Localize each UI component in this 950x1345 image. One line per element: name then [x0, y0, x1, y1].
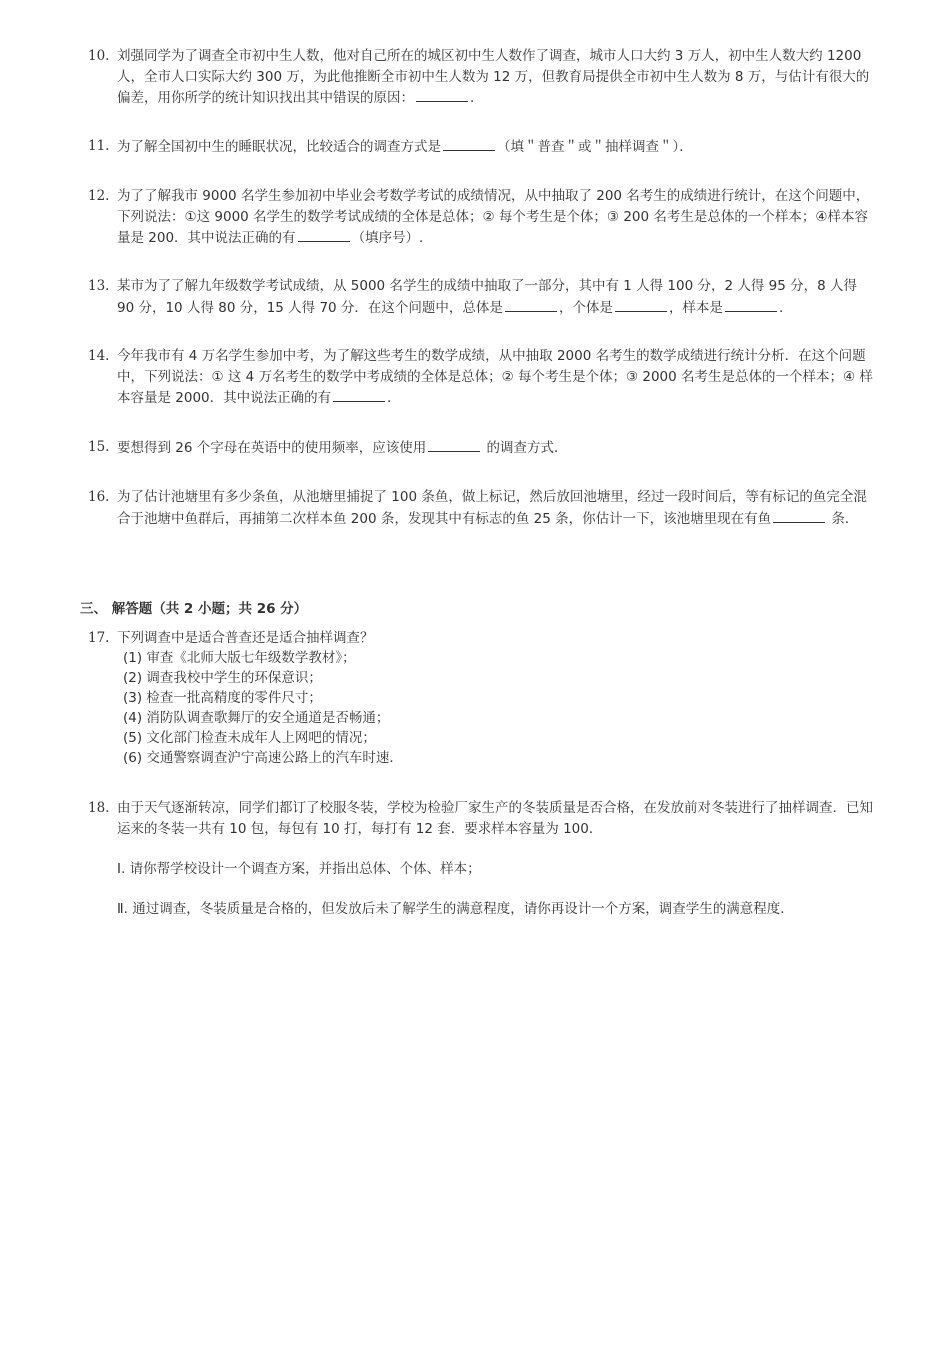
question-16 — [88, 487, 878, 529]
question-mid: ，样本是 — [668, 299, 723, 316]
question-text: 要想得到 26 个字母在英语中的使用频率，应该使用 — [117, 440, 427, 456]
question-number: 17. — [88, 630, 110, 646]
question-13 — [88, 276, 878, 318]
question-tail: ． — [387, 390, 401, 406]
question-number: 13. — [88, 278, 110, 294]
answer-blank[interactable] — [428, 437, 480, 452]
q17-item: (5) 文化部门检查未成年人上网吧的情况； — [123, 730, 376, 746]
question-12 — [88, 186, 878, 249]
question-text: 为了了解我市 9000 名学生参加初中毕业会考数学考试的成绩情况，从中抽取了 200 名考生的成绩进行统计，在这个问题中，下列说法：①这 9000 名学生的数学考试成绩的全体是总体；② 每个考生是个体；③ 200 名考生是总体的一个样本；④样本容量是 200．其中说法正确的有 — [117, 188, 870, 246]
question-text: 某市为了了解九年级数学考试成绩，从 5000 名学生的成绩中抽取了一部分，其中有 1 人得 100 分，2 人得 95 分，8 人得 90 分，10 人得 80 分，15 人得 70 分．在这个问题中，总体是 — [117, 278, 857, 316]
question-15 — [88, 437, 878, 459]
q17-item: (4) 消防队调查歌舞厅的安全通道是否畅通； — [123, 710, 390, 726]
answer-blank[interactable] — [443, 136, 495, 151]
question-tail: 条． — [827, 510, 859, 527]
question-number: 12. — [88, 188, 110, 204]
question-tail: （填序号）. — [351, 230, 424, 246]
answer-blank[interactable] — [298, 227, 350, 242]
question-tail: 的调查方式． — [482, 440, 568, 456]
question-text: 刘强同学为了调查全市初中生人数，他对自己所在的城区初中生人数作了调查，城市人口大约 3 万人，初中生人数大约 1200 人，全市人口实际大约 300 万，为此他推断全市初中生人数为 12 万，但教育局提供全市初中生人数为 8 万，与估计有很大的偏差，用你所学的统计知识找出其中错误的原因： — [117, 48, 870, 106]
q17-item: (1) 审查《北师大版七年级数学教材》； — [123, 650, 356, 666]
question-17 — [88, 628, 878, 649]
q17-item: (3) 检查一批高精度的零件尺寸； — [123, 690, 322, 706]
answer-blank[interactable] — [416, 87, 468, 102]
question-text: 由于天气逐渐转凉，同学们都订了校服冬装，学校为检验厂家生产的冬装质量是否合格，在发放前对冬装进行了抽样调查．已知运来的冬装一共有 10 包，每包有 10 打，每打有 12 套．要求样本容量为 100． — [117, 800, 873, 837]
answer-blank-population[interactable] — [505, 297, 557, 312]
answer-blank-individual[interactable] — [615, 297, 667, 312]
question-text: 为了估计池塘里有多少条鱼，从池塘里捕捉了 100 条鱼，做上标记，然后放回池塘里，经过一段时间后，等有标记的鱼完全混合于池塘中鱼群后，再捕第二次样本鱼 200 条，发现其中有标志的鱼 25 条，你估计一下，该池塘里现在有鱼 — [117, 489, 867, 527]
q17-item: (2) 调查我校中学生的环保意识； — [123, 670, 322, 686]
q18-part-2: Ⅱ. 通过调查，冬装质量是合格的，但发放后未了解学生的满意程度，请你再设计一个方案，调查学生的满意程度． — [117, 901, 794, 917]
question-10 — [88, 46, 878, 109]
question-18 — [88, 798, 878, 839]
question-number: 14. — [88, 348, 110, 364]
question-text: 为了解全国初中生的睡眠状况，比较适合的调查方式是 — [117, 139, 441, 155]
question-number: 18. — [88, 800, 110, 816]
question-number: 15. — [88, 439, 110, 455]
section-heading: 三、 解答题（共 2 小题；共 26 分） — [80, 601, 308, 617]
question-number: 11. — [88, 138, 110, 154]
q18-part-1: Ⅰ. 请你帮学校设计一个调查方案，并指出总体、个体、样本； — [117, 861, 481, 877]
question-14 — [88, 346, 878, 409]
question-number: 16. — [88, 489, 110, 505]
question-mid: ，个体是 — [558, 299, 613, 316]
question-tail: ． — [470, 90, 484, 106]
q17-item: (6) 交通警察调查沪宁高速公路上的汽车时速． — [123, 750, 403, 766]
answer-blank-sample[interactable] — [725, 297, 777, 312]
question-text: 下列调查中是适合普查还是适合抽样调查？ — [117, 630, 374, 646]
answer-blank[interactable] — [773, 508, 825, 523]
question-number: 10. — [88, 48, 110, 64]
question-tail: （填＂普查＂或＂抽样调查＂）． — [497, 139, 693, 155]
question-text: 今年我市有 4 万名学生参加中考，为了解这些考生的数学成绩，从中抽取 2000 名考生的数学成绩进行统计分析．在这个问题中，下列说法：① 这 4 万名考生的数学中考成绩的全体是总体；② 每个考生是个体；③ 2000 名考生是总体的一个样本；④ 样本容量是 2000．其中说法正确的有 — [117, 348, 873, 406]
question-tail: ． — [778, 299, 793, 316]
question-11 — [88, 136, 878, 158]
answer-blank[interactable] — [333, 387, 385, 402]
